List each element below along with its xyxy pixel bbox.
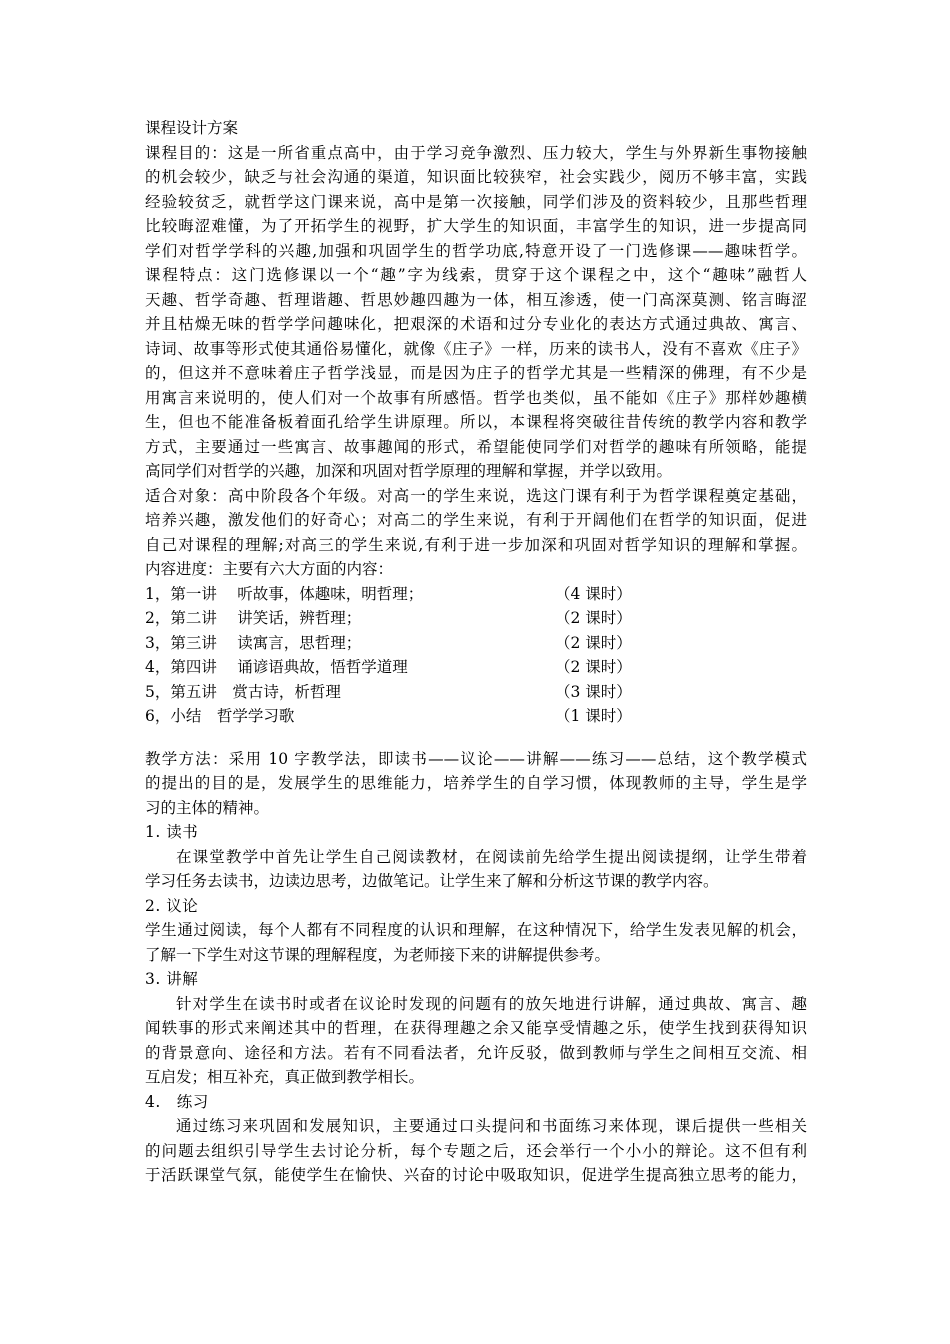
lesson-item <box>145 655 807 680</box>
paragraph-line: 了解一下学生对这节课的理解程度，为老师接下来的讲解提供参考。 <box>145 945 611 964</box>
paragraph-line: 的背景意向、途径和方法。若有不同看法者，允许反驳，做到教师与学生之间相互交流、相 <box>145 1043 807 1062</box>
paragraph-line: 高同学们对哲学的兴趣，加深和巩固对哲学原理的理解和掌握，并学以致用。 <box>145 462 673 480</box>
paragraph-line: 闻轶事的形式来阐述其中的哲理，在获得理趣之余又能享受情趣之乐，使学生找到获得知识 <box>145 1019 807 1037</box>
paragraph-line: 学习任务去读书，边读边思考，边做笔记。让学生来了解和分析这节课的教学内容。 <box>145 872 719 890</box>
lesson-hours: （1 课时） <box>555 707 632 725</box>
lesson-name: 1，第一讲 听故事，体趣味，明哲理； <box>145 584 424 603</box>
lesson-item <box>145 704 807 729</box>
paragraph-line: 通过练习来巩固和发展知识，主要通过口头提问和书面练习来体现，课后提供一些相关 <box>176 1117 807 1135</box>
course-features-paragraph <box>145 263 807 484</box>
paragraph-line: 并且枯燥无味的哲学学问趣味化，把艰深的术语和过分专业化的表达方式通过典故、寓言、 <box>145 315 807 333</box>
lesson-item <box>145 631 807 656</box>
section-heading-discussion: 2. 议论 <box>145 896 199 915</box>
document-title: 课程设计方案 <box>145 119 239 137</box>
paragraph-line: 的问题去组织引导学生去讨论分析，每个专题之后，还会举行一个小小的辩论。这不但有利 <box>145 1141 807 1160</box>
section-discussion-paragraph <box>145 918 807 967</box>
paragraph-spacer <box>145 729 807 747</box>
paragraph-line: 自己对课程的理解;对高三的学生来说,有利于进一步加深和巩固对哲学知识的理解和掌握。 <box>145 535 807 554</box>
paragraph-line: 用寓言来说明的，使人们对一个故事有所感悟。哲学也类似，虽不能如《庄子》那样妙趣横 <box>145 388 807 407</box>
content-progress-intro: 内容进度：主要有六大方面的内容： <box>145 560 394 578</box>
paragraph-line: 的机会较少，缺乏与社会沟通的渠道，知识面比较狭窄，社会实践少，阅历不够丰富，实践 <box>145 168 807 186</box>
course-purpose-paragraph <box>145 141 807 264</box>
lesson-name: 6，小结 哲学学习歌 <box>145 707 295 725</box>
paragraph-line: 教学方法：采用 10 字教学法，即读书——议论——讲解——练习——总结，这个教学模式 <box>145 749 807 768</box>
paragraph-line: 比较晦涩难懂，为了开拓学生的视野，扩大学生的知识面，丰富学生的知识，进一步提高同 <box>145 217 807 235</box>
paragraph-line: 生，但也不能准备板着面孔给学生讲原理。所以，本课程将突破往昔传统的教学内容和教学 <box>145 413 807 431</box>
lesson-hours: （3 课时） <box>555 682 632 701</box>
lesson-name: 3，第三讲 读寓言，思哲理； <box>145 633 362 652</box>
section-heading-practice: 4. 练习 <box>145 1092 209 1111</box>
section-practice-paragraph <box>145 1114 807 1188</box>
paragraph-line: 的，但这并不意味着庄子哲学浅显，而是因为庄子的哲学尤其是一些精深的佛理，有不少是 <box>145 364 807 382</box>
paragraph-line: 培养兴趣，激发他们的好奇心；对高二的学生来说，有利于开阔他们在哲学的知识面，促进 <box>145 511 807 529</box>
document-body <box>145 116 807 1188</box>
paragraph-line: 课程目的：这是一所省重点高中，由于学习竞争激烈、压力较大，学生与外界新生事物接触 <box>145 143 807 162</box>
lesson-name: 5，第五讲 赏古诗，析哲理 <box>145 682 341 701</box>
lesson-list <box>145 582 807 729</box>
paragraph-line: 互启发；相互补充，真正做到教学相长。 <box>145 1068 425 1086</box>
paragraph-line: 经验较贫乏，就哲学这门课来说，高中是第一次接触，同学们涉及的资料较少，且那些哲理 <box>145 192 807 211</box>
teaching-method-paragraph <box>145 747 807 821</box>
paragraph-line: 课程特点：这门选修课以一个“趣”字为线索，贯穿于这个课程之中，这个“趣味”融哲人 <box>145 266 807 284</box>
paragraph-line: 学们对哲学学科的兴趣,加强和巩固学生的哲学功底,特意开设了一门选修课——趣味哲学。 <box>145 241 807 260</box>
paragraph-line: 在课堂教学中首先让学生自己阅读教材，在阅读前先给学生提出阅读提纲，让学生带着 <box>176 847 807 866</box>
paragraph-line: 的提出的目的是，发展学生的思维能力，培养学生的自学习惯，体现教师的主导，学生是学 <box>145 774 807 792</box>
paragraph-line: 适合对象：高中阶段各个年级。对高一的学生来说，选这门课有利于为哲学课程奠定基础， <box>145 486 807 505</box>
section-explanation-paragraph <box>145 992 807 1090</box>
lesson-hours: （2 课时） <box>555 658 632 676</box>
paragraph-line: 学生通过阅读，每个人都有不同程度的认识和理解，在这种情况下，给学生发表见解的机会， <box>145 921 807 939</box>
lesson-hours: （2 课时） <box>555 633 632 652</box>
paragraph-line: 诗词、故事等形式使其通俗易懂化，就像《庄子》一样，历来的读书人，没有不喜欢《庄子》 <box>145 339 807 358</box>
paragraph-line: 方式，主要通过一些寓言、故事趣闻的形式，希望能使同学们对哲学的趣味有所领略，能提 <box>145 437 807 456</box>
section-heading-explanation: 3. 讲解 <box>145 970 199 988</box>
section-heading-reading: 1. 读书 <box>145 823 199 841</box>
lesson-hours: （2 课时） <box>555 609 632 627</box>
paragraph-line: 习的主体的精神。 <box>145 798 270 817</box>
target-audience-paragraph <box>145 484 807 558</box>
paragraph-line: 针对学生在读书时或者在议论时发现的问题有的放矢地进行讲解，通过典故、寓言、趣 <box>176 994 807 1013</box>
paragraph-line: 天趣、哲学奇趣、哲理谐趣、哲思妙趣四趣为一体，相互渗透，使一门高深莫测、铭言晦涩 <box>145 290 807 309</box>
lesson-item <box>145 606 807 631</box>
lesson-item <box>145 680 807 705</box>
lesson-item <box>145 582 807 607</box>
section-reading-paragraph <box>145 845 807 894</box>
lesson-name: 4，第四讲 诵谚语典故，悟哲学道理 <box>145 658 408 676</box>
lesson-hours: （4 课时） <box>555 584 632 603</box>
lesson-name: 2，第二讲 讲笑话，辨哲理； <box>145 609 362 627</box>
paragraph-line: 于活跃课堂气氛，能使学生在愉快、兴奋的讨论中吸取知识，促进学生提高独立思考的能力， <box>145 1166 807 1184</box>
